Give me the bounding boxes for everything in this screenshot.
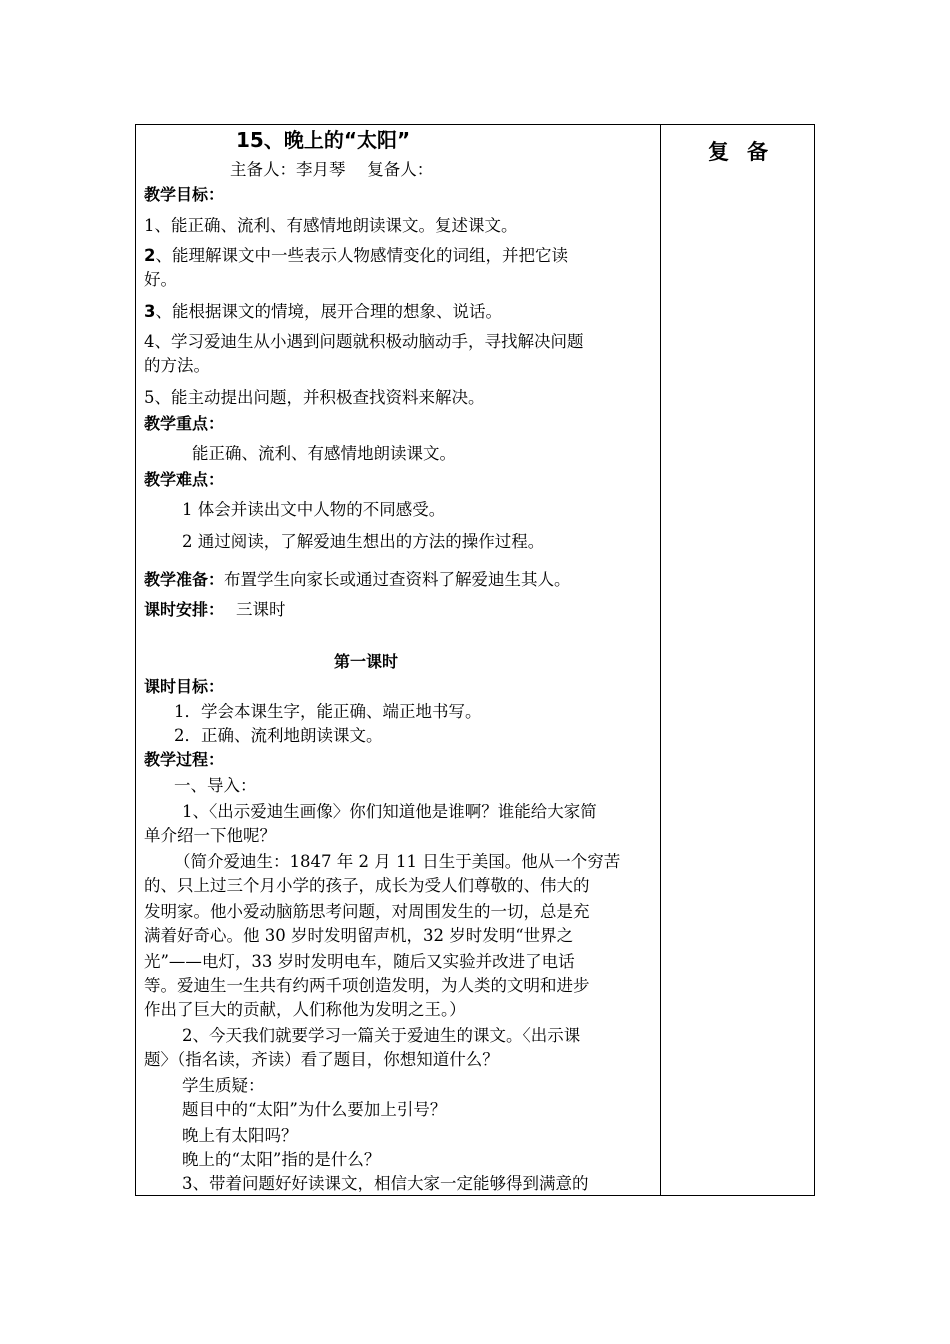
- authors-line: 主备人：李月琴 复备人：: [230, 160, 434, 179]
- process-step-continued: 单介绍一下他呢？: [144, 826, 276, 845]
- lesson-title: 15、晚上的“太阳”: [236, 128, 411, 152]
- goal-item: 1、能正确、流利、有感情地朗读课文。复述课文。: [144, 216, 518, 235]
- bio-line: 发明家。他小爱动脑筋思考问题，对周围发生的一切，总是充: [144, 902, 590, 921]
- process-intro: 一、导入：: [174, 776, 257, 795]
- questions-intro: 学生质疑：: [182, 1076, 265, 1095]
- goals-heading: 教学目标：: [144, 185, 225, 204]
- goal-item: 2、能理解课文中一些表示人物感情变化的词组，并把它读: [144, 246, 568, 265]
- key-points-text: 能正确、流利、有感情地朗读课文。: [192, 444, 456, 463]
- bio-line: 作出了巨大的贡献，人们称他为发明之王。）: [144, 1000, 466, 1019]
- lesson-plan-content: [144, 124, 656, 1192]
- goal-item: 3、能根据课文的情境，展开合理的想象、说话。: [144, 302, 502, 321]
- bio-line: 光”——电灯，33 岁时发明电车，随后又实验并改进了电话: [144, 952, 575, 971]
- review-heading: 复备: [708, 140, 786, 164]
- bio-line: 的、只上过三个月小学的孩子，成长为受人们尊敬的、伟大的: [144, 876, 590, 895]
- lesson-goals-heading: 课时目标：: [144, 677, 225, 696]
- goal-item: 5、能主动提出问题，并积极查找资料来解决。: [144, 388, 485, 407]
- schedule-line: 课时安排： 三课时: [144, 600, 286, 619]
- goal-item: 4、学习爱迪生从小遇到问题就积极动脑动手，寻找解决问题: [144, 332, 584, 351]
- bio-line: 满着好奇心。他 30 岁时发明留声机，32 岁时发明“世界之: [144, 926, 574, 945]
- question-item: 晚上的“太阳”指的是什么？: [182, 1150, 381, 1169]
- process-step-continued: 题〉（指名读，齐读）看了题目，你想知道什么？: [144, 1050, 499, 1069]
- bio-line: 等。爱迪生一生共有约两千项创造发明，为人类的文明和进步: [144, 976, 590, 995]
- review-column: [661, 124, 815, 166]
- lesson-goal-item: 1．学会本课生字，能正确、端正地书写。: [174, 702, 482, 721]
- lesson-goal-item: 2．正确、流利地朗读课文。: [174, 726, 383, 745]
- process-step: 2、今天我们就要学习一篇关于爱迪生的课文。〈出示课: [182, 1026, 581, 1045]
- difficulty-heading: 教学难点：: [144, 470, 225, 489]
- bio-line: （简介爱迪生：1847 年 2 月 11 日生于美国。他从一个穷苦: [174, 852, 621, 871]
- key-points-heading: 教学重点：: [144, 414, 225, 433]
- goal-item-continued: 的方法。: [144, 356, 210, 375]
- process-step: 3、带着问题好好读课文，相信大家一定能够得到满意的: [182, 1174, 589, 1192]
- column-divider: [660, 124, 661, 1196]
- goal-item-continued: 好。: [144, 270, 177, 289]
- process-step: 1、〈出示爱迪生画像〉你们知道他是谁啊？谁能给大家简: [182, 802, 597, 821]
- difficulty-item: 2 通过阅读，了解爱迪生想出的方法的操作过程。: [182, 532, 545, 551]
- question-item: 题目中的“太阳”为什么要加上引号？: [182, 1100, 447, 1119]
- lesson-heading: 第一课时: [334, 652, 399, 671]
- preparation-line: 教学准备：布置学生向家长或通过查资料了解爱迪生其人。: [144, 570, 571, 589]
- question-item: 晚上有太阳吗？: [182, 1126, 298, 1145]
- process-heading: 教学过程：: [144, 750, 225, 769]
- difficulty-item: 1 体会并读出文中人物的不同感受。: [182, 500, 446, 519]
